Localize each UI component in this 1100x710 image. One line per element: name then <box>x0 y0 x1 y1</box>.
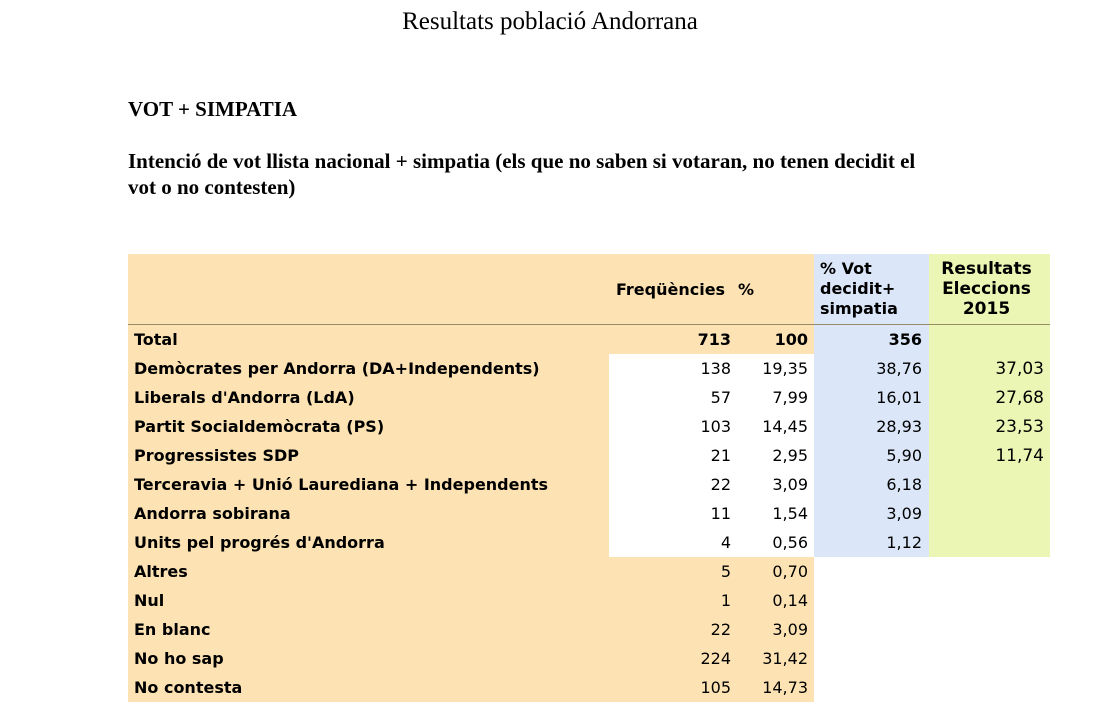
table-row <box>128 383 1050 412</box>
row-label: Progressistes SDP <box>128 441 609 470</box>
row-freq: 22 <box>710 475 731 494</box>
row-vot <box>814 673 929 702</box>
row-pct: 14,73 <box>734 673 814 702</box>
row-pct: 7,99 <box>772 388 808 407</box>
row-results <box>929 557 1050 586</box>
row-results <box>929 470 1050 499</box>
row-results <box>929 528 1050 557</box>
table-row <box>128 615 1050 644</box>
row-results: 23,53 <box>929 412 1050 441</box>
row-freq: 11 <box>710 504 731 523</box>
row-freq: 57 <box>710 388 731 407</box>
header-pct: % <box>734 254 814 325</box>
table-total-row <box>128 325 1050 355</box>
row-freq: 5 <box>609 557 734 586</box>
row-results: 37,03 <box>929 354 1050 383</box>
results-table-body <box>128 254 1050 702</box>
row-results <box>929 673 1050 702</box>
row-vot: 28,93 <box>814 412 929 441</box>
row-results <box>929 644 1050 673</box>
row-results <box>929 499 1050 528</box>
table-row <box>128 470 1050 499</box>
results-table <box>128 254 1050 702</box>
table-row <box>128 499 1050 528</box>
row-vot: 38,76 <box>814 354 929 383</box>
total-pct: 100 <box>734 325 814 355</box>
header-label <box>128 254 609 325</box>
row-pct: 31,42 <box>734 644 814 673</box>
document-title: Resultats població Andorrana <box>402 8 698 35</box>
row-pct: 3,09 <box>772 475 808 494</box>
row-vot <box>814 615 929 644</box>
row-vot: 6,18 <box>814 470 929 499</box>
row-vot: 16,01 <box>814 383 929 412</box>
table-subtitle: Intenció de vot llista nacional + simpatia (els que no saben si votaran, no tenen decidit el vot o no contesten) <box>128 149 916 199</box>
row-pct: 3,09 <box>734 615 814 644</box>
row-results <box>929 586 1050 615</box>
table-row <box>128 528 1050 557</box>
row-vot: 3,09 <box>814 499 929 528</box>
row-freq: 138 <box>700 359 731 378</box>
total-freq: 713 <box>609 325 734 355</box>
row-freq: 4 <box>720 533 731 552</box>
row-results: 27,68 <box>929 383 1050 412</box>
row-label: Altres <box>128 557 609 586</box>
row-label: Units pel progrés d'Andorra <box>128 528 609 557</box>
row-pct: 19,35 <box>762 359 808 378</box>
table-header-row <box>128 254 1050 325</box>
table-row <box>128 586 1050 615</box>
row-label: Liberals d'Andorra (LdA) <box>128 383 609 412</box>
table-row <box>128 441 1050 470</box>
row-label: Terceravia + Unió Laurediana + Independents <box>128 470 609 499</box>
row-pct: 0,14 <box>734 586 814 615</box>
row-pct: 1,54 <box>772 504 808 523</box>
row-label: No ho sap <box>128 644 609 673</box>
row-pct: 14,45 <box>762 417 808 436</box>
row-freq: 103 <box>700 417 731 436</box>
section-title: VOT + SIMPATIA <box>128 97 298 121</box>
row-label: Demòcrates per Andorra (DA+Independents) <box>128 354 609 383</box>
row-vot <box>814 557 929 586</box>
row-pct: 0,70 <box>734 557 814 586</box>
row-freq: 1 <box>609 586 734 615</box>
table-row <box>128 412 1050 441</box>
row-label: No contesta <box>128 673 609 702</box>
table-row <box>128 673 1050 702</box>
row-freq: 105 <box>609 673 734 702</box>
table-row <box>128 354 1050 383</box>
row-results: 11,74 <box>929 441 1050 470</box>
row-label: Partit Socialdemòcrata (PS) <box>128 412 609 441</box>
row-label: En blanc <box>128 615 609 644</box>
total-vot: 356 <box>814 325 929 355</box>
row-label: Nul <box>128 586 609 615</box>
table-row <box>128 557 1050 586</box>
row-pct: 2,95 <box>772 446 808 465</box>
row-results <box>929 615 1050 644</box>
row-vot: 1,12 <box>814 528 929 557</box>
row-vot: 5,90 <box>814 441 929 470</box>
total-label: Total <box>128 325 609 355</box>
row-vot <box>814 586 929 615</box>
row-freq: 22 <box>609 615 734 644</box>
row-freq: 224 <box>609 644 734 673</box>
row-label: Andorra sobirana <box>128 499 609 528</box>
header-results: Resultats Eleccions 2015 <box>929 254 1050 325</box>
header-vot: % Vot decidit+ simpatia <box>814 254 929 325</box>
header-freq: Freqüències <box>609 254 734 325</box>
row-vot <box>814 644 929 673</box>
row-freq: 21 <box>710 446 731 465</box>
total-results <box>929 325 1050 355</box>
row-pct: 0,56 <box>772 533 808 552</box>
table-row <box>128 644 1050 673</box>
